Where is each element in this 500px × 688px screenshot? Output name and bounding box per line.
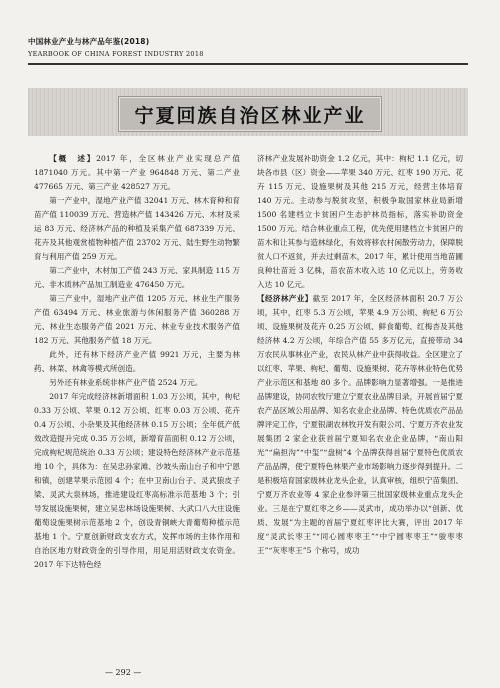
overview-paragraph — [34, 152, 240, 194]
overview-text: 2017 年，全区林业产业实现总产值 1871040 万元。其中第一产业 964848 万元、第二产业 477665 万元、第三产业 428527 万元。 — [34, 154, 240, 191]
yearbook-header — [28, 36, 468, 65]
page-number: — 292 — — [105, 668, 142, 677]
yearbook-title-en: YEARBOOK OF CHINA FOREST INDUSTRY 2018 — [28, 50, 204, 58]
economic-forest-tag: 【经济林产业】 — [257, 294, 313, 303]
yearbook-title-cn: 中国林业产业与林产品年鉴(2018) — [28, 37, 150, 46]
secondary-industry-paragraph: 第二产业中，木材加工产值 243 万元、家具制造 115 万元、非木质林产品加工制造业 476450 万元。 — [34, 266, 240, 289]
chapter-title: 宁夏回族自治区林业产业 — [134, 104, 366, 127]
header-rule — [28, 63, 468, 65]
chapter-title-box — [118, 96, 382, 132]
economic-forest-text: 截至 2017 年，全区经济林面积 20.7 万公顷，其中，红枣 5.3 万公顷，苹果 4.9 万公顷、枸杞 6 万公顷、设施果树及花卉 0.25 万公顷、鲜食葡萄、红梅杏及其他经济林 4.2 万公顷，年综合产值 55 多万亿元，直接带动 34 万农民从事林业产业，农民从林产业中获得收益。全区建立了以红枣、苹果、枸杞、葡萄、设施果树、花卉等林业特色优势产业示范区和基地 80 多个。品牌影响力显著增强。一是推进品牌建设，协同农牧厅建立宁夏农业品牌目录，开展首届宁夏农产品区域公用品牌、知名农业企业品牌、特色优质农产品品牌评定工作，宁夏银湖农林牧开发有限公司、宁夏万齐农业发展集团 2 家企业获首届宁夏知名农业企业品牌，“南山阳光”“扁担沟”“中玺”“盘树”4 个品牌获得首届宁夏特色优质农产品品牌，使宁夏特色林果产业市场影响力逐步得到提升。二是积极培育国家级林业龙头企业，认真审核，组织宁苗集团、宁夏万齐农业等 4 家企业参评第三批国家级林业重点龙头企业。三是在宁夏红枣之乡——灵武市，成功举办以“创新、优质、发展”为主题的首届宁夏红枣评比大赛，评出 2017 年度“灵武长枣王”“同心圆枣枣王”“中宁圆枣枣王”“骏枣枣王”“灰枣枣王”5 个称号，成功 — [257, 294, 464, 555]
economic-forest-paragraph — [257, 292, 463, 558]
tertiary-industry-paragraph: 第三产业中，湿地产业产值 1205 万元、林业生产服务产值 63494 万元、林业旅游与休闲服务产值 360288 万元、林业生态服务产值 2021 万元、林业专业技术服务产值 182 万元、其他服务产值 18 万元。 — [34, 294, 240, 345]
non-forest-industry-paragraph: 另外还有林业系统非林产业产值 2524 万元。 — [49, 378, 203, 387]
subsidy-paragraph: 济林产业发展补助资金 1.2 亿元，其中：枸杞 1.1 亿元，切块各市县（区）资金——苹果 340 万元、红枣 190 万元、花卉 115 万元、设施果树及其他 215 万元，经营主体培育 140 万元。主动参与脱贫攻坚，积极争取国家林业局新增 1500 名建档立卡贫困户生态护林员指标，落实补助资金 1500 万元。结合林业重点工程，优先使用建档立卡贫困户的苗木和让其参与造林绿化，有效将移农村闲散劳动力，保障脱贫人口不返贫，并去过剩苗木，2017 年，累计使用当地苗圃良种壮苗近 3 亿株，苗农苗木收入达 10 亿元以上，劳务收入达 10 亿元。 — [257, 154, 463, 289]
economic-forest-area-paragraph: 2017 年完成经济林新增面积 1.03 万公顷，其中，枸杞 0.33 万公顷、苹果 0.12 万公顷、红枣 0.03 万公顷、花卉 0.4 万公顷、小杂果及其他经济林 0.15 万公顷；全年低产低效改造提升完成 0.35 万公顷，新增育苗面积 0.12 万公顷，完成枸杞规范统治 0.33 万公顷；建设特色经济林产业示范基地 10 个，具体为：在吴忠孙家滩、沙坡头南山台子和中宁恩和镇，创建苹果示范园 4 个；在中卫南山台子、灵武狼皮子梁、灵武大泉林场，推进建设红枣高标准示范基地 3 个；引导发展设施果树，建立吴忠林场设施果树、大武口八大庄设施葡萄设施果树示范基地 2 个，创设青铜峡大青葡萄种植示范基地 1 个。宁夏创新财政支农方式，发挥市场的主体作用和自治区地方财政资金的引导作用，用足用活财政支农资金。2017 年下达特色经 — [34, 392, 240, 569]
understory-economy-paragraph: 此外，还有林下经济产业产值 9921 万元，主要为林药、林菜、林禽等模式所创造。 — [34, 350, 240, 373]
primary-industry-paragraph: 第一产业中，湿地产业产值 32041 万元、林木育种和育苗产值 110039 万元、营造林产值 143426 万元、木材及采运 83 万元、经济林产品的种植及采集产值 687339 万元、花卉及其他观赏植物种植产值 23702 万元、陆生野生动物繁育与利用产值 259 万元。 — [34, 196, 240, 261]
overview-tag: 【概 述】 — [49, 154, 97, 163]
left-column — [34, 152, 240, 572]
right-column — [257, 152, 463, 558]
